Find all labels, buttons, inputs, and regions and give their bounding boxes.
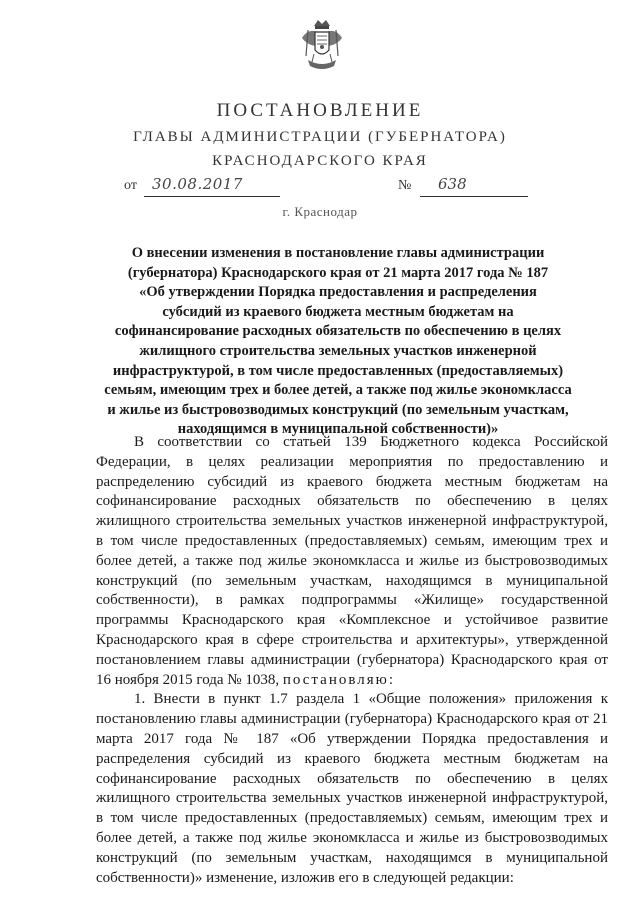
title-line: находящимся в муниципальной собственности)» [177,421,499,438]
issuer-heading-line1: ГЛАВЫ АДМИНИСТРАЦИИ (ГУБЕРНАТОРА) [133,129,507,145]
handwritten-date: 30.08.2017 [152,175,243,193]
resolution-word: постановляю: [282,671,395,688]
number-prefix-label: № [398,178,412,193]
issuer-heading-line2: КРАСНОДАРСКОГО КРАЯ [212,153,428,169]
title-line: инфраструктурой, в том числе предоставленных (предоставляемых) [112,362,564,379]
title-line: жилищного строительства земельных участков инженерной [139,342,537,359]
title-line: субсидий из краевого бюджета местным бюджетам на [162,303,514,320]
title-line: и жилье из быстровозводимых конструкций (по земельным участкам, [107,401,569,418]
title-line: (губернатора) Краснодарского края от 21 марта 2017 года № 187 [127,264,549,281]
city-label: г. Краснодар [282,204,358,219]
document-body [96,433,608,888]
title-line: «Об утверждении Порядка предоставления и распределения [139,284,537,301]
title-line: семьям, имеющим трех и более детей, а также под жилье экономкласса [104,382,572,399]
coat-of-arms-emblem [298,16,346,76]
date-prefix-label: от [124,178,137,193]
preamble-text: В соответствии со статьей 139 Бюджетного кодекса Российской Федерации, в целях реализации мероприятия по предоставлению и распределению субсидий из краевого бюджета местным бюджетам на софинансирование расходных обязательств по обеспечению в целях жилищного строительства земельных участков инженерной инфраструктурой, в том числе предоставленных (предоставляемых) семьям, имеющим трех и более детей, а также под жилье экономкласса и жилье из быстровозводимых конструкций (по земельным участкам, находящимся в муниципальной собственности), в рамках подпрограммы «Жилище» государственной программы Краснодарского края «Комплексное и устойчивое развитие Краснодарского края в сфере строительства и архитектуры», утвержденной постановлением главы администрации (губернатора) Краснодарского края от 16 ноября 2015 года № 1038, [96,434,608,688]
document-title [100,244,576,440]
document-type-heading: ПОСТАНОВЛЕНИЕ [216,100,424,121]
preamble-paragraph [96,433,608,690]
date-field [144,176,280,197]
clause-1-paragraph: 1. Внести в пункт 1.7 раздела 1 «Общие положения» приложения к постановлению главы администрации (губернатора) Краснодарского края от 21 марта 2017 года № 187 «Об утверждении Порядка предоставления и распределения субсидий из краевого бюджета местным бюджетам на софинансирование расходных обязательств по обеспечению в целях жилищного строительства земельных участков инженерной инфраструктурой, в том числе предоставленных (предоставляемых) семьям, имеющим трех и более детей, а также под жилье экономкласса и жилье из быстровозводимых конструкций (по земельным участкам, находящимся в муниципальной собственности)» изменение, изложив его в следующей редакции: [96,691,608,886]
number-field [420,176,528,197]
title-line: О внесении изменения в постановление главы администрации [131,245,545,261]
title-line: софинансирование расходных обязательств по обеспечению в целях [114,323,562,340]
handwritten-number: 638 [438,175,467,193]
